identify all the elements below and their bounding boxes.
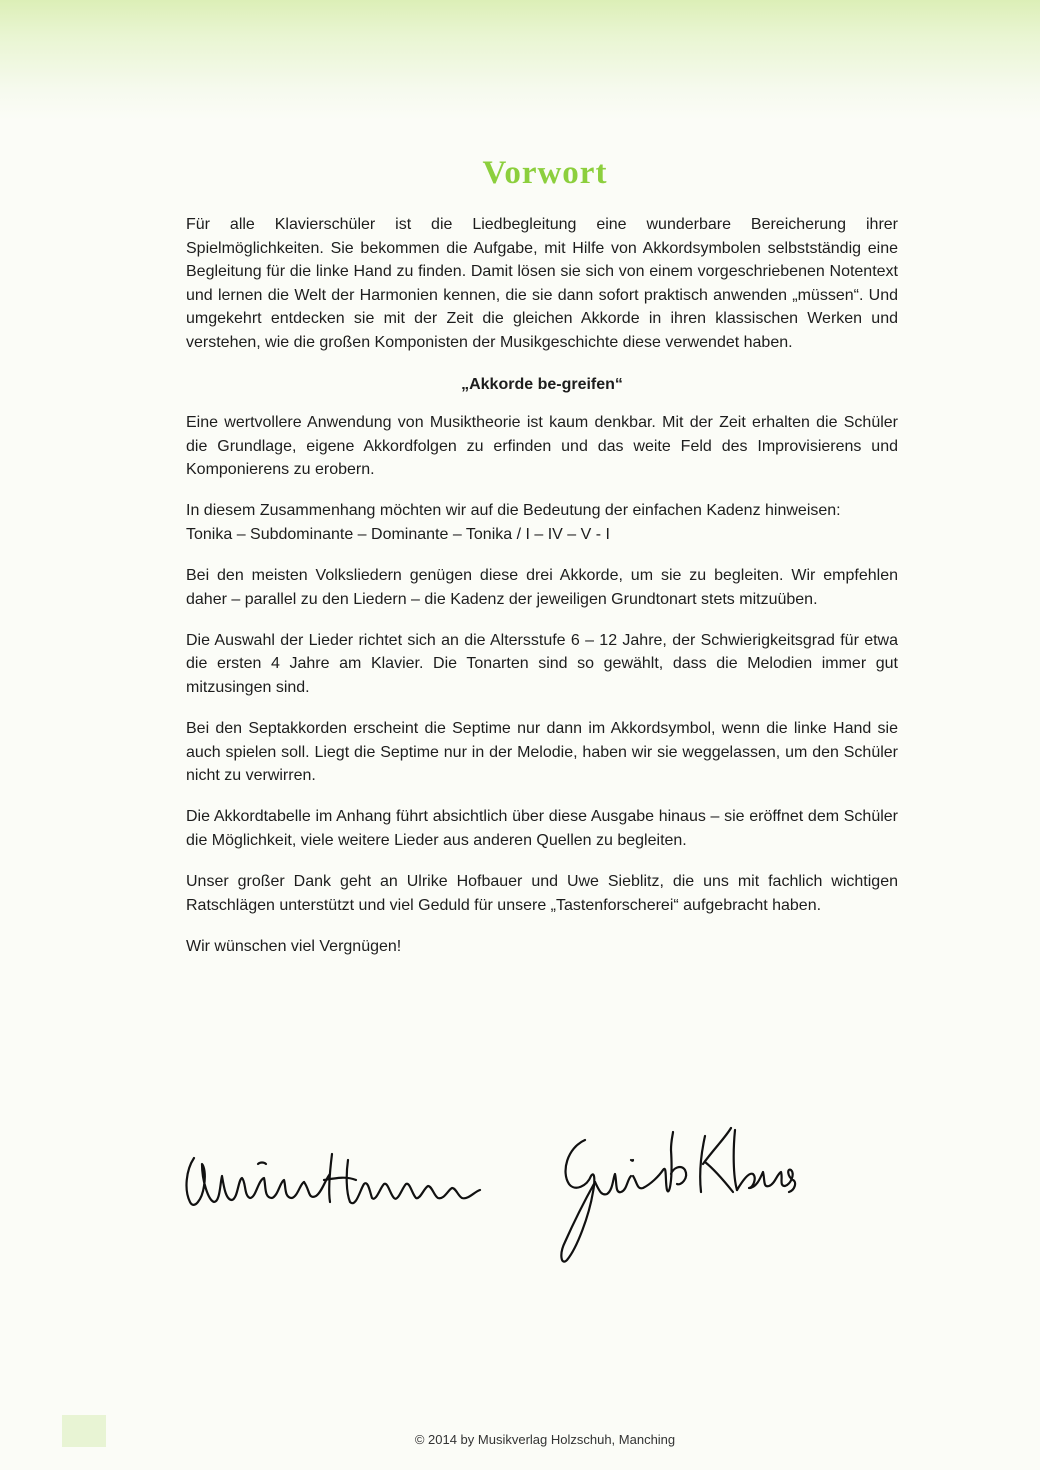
top-color-band: [0, 0, 1040, 120]
kadenz-intro: In diesem Zusammenhang möchten wir auf die Bedeutung der einfachen Kadenz hinweisen:: [186, 502, 841, 520]
paragraph-closing: Wir wünschen viel Vergnügen!: [186, 937, 402, 955]
paragraph-musiktheorie: Eine wertvollere Anwendung von Musiktheorie ist kaum denkbar. Mit der Zeit erhalten die Schüler die Grundlage, eigene Akkordfolgen zu erfinden und das weite Feld des Improvisierens und Komponierens zu erobern.: [186, 414, 898, 479]
copyright-footer: © 2014 by Musikverlag Holzschuh, Manching: [414, 1432, 676, 1447]
paragraph-dank: Unser großer Dank geht an Ulrike Hofbauer und Uwe Sieblitz, die uns mit fachlich wichtigen Ratschlägen unterstützt und viel Geduld für unsere „Tastenforscherei“ aufgebracht haben.: [186, 873, 898, 914]
paragraph-septakkorde: Bei den Septakkorden erscheint die Septime nur dann im Akkordsymbol, wenn die linke Hand sie auch spielen soll. Liegt die Septime nur in der Melodie, haben wir sie weggelassen, um den Schüler nicht zu verwirren.: [186, 720, 898, 785]
paragraph-auswahl: Die Auswahl der Lieder richtet sich an die Altersstufe 6 – 12 Jahre, der Schwierigkeitsgrad für etwa die ersten 4 Jahre am Klavier. Die Tonarten sind so gewählt, dass die Melodien immer gut mitzusingen sind.: [186, 631, 898, 696]
signature-klaus: [555, 1120, 815, 1270]
page-title: Vorwort: [482, 155, 608, 192]
foreword-body: [186, 213, 898, 976]
paragraph-volkslieder: Bei den meisten Volksliedern genügen diese drei Akkorde, um sie zu begleiten. Wir empfehlen daher – parallel zu den Liedern – die Kadenz der jeweiligen Grundtonart stets mitzuüben.: [186, 567, 898, 608]
kadenz-sequence: Tonika – Subdominante – Dominante – Tonika / I – IV – V - I: [186, 526, 610, 544]
paragraph-akkordtabelle: Die Akkordtabelle im Anhang führt absichtlich über diese Ausgabe hinaus – sie eröffnet dem Schüler die Möglichkeit, viele weitere Lieder aus anderen Quellen zu begleiten.: [186, 808, 898, 849]
paragraph-intro: Für alle Klavierschüler ist die Liedbegleitung eine wunderbare Bereicherung ihrer Spielmöglichkeiten. Sie bekommen die Aufgabe, mit Hilfe von Akkordsymbolen selbstständig eine Begleitung für die linke Hand zu finden. Damit lösen sie sich von einem vorgeschriebenen Notentext und lernen die Welt der Harmonien kennen, die sie dann sofort praktisch anwenden „müssen“. Und umgekehrt entdecken sie mit der Zeit die gleichen Akkorde in ihren klassischen Werken und verstehen, wie die großen Komponisten der Musikgeschichte diese verwendet haben.: [186, 216, 898, 351]
paragraph-kadenz: [186, 499, 898, 546]
signature-hofmann: [180, 1140, 490, 1220]
subheading-akkorde: „Akkorde be-greifen“: [461, 375, 623, 393]
